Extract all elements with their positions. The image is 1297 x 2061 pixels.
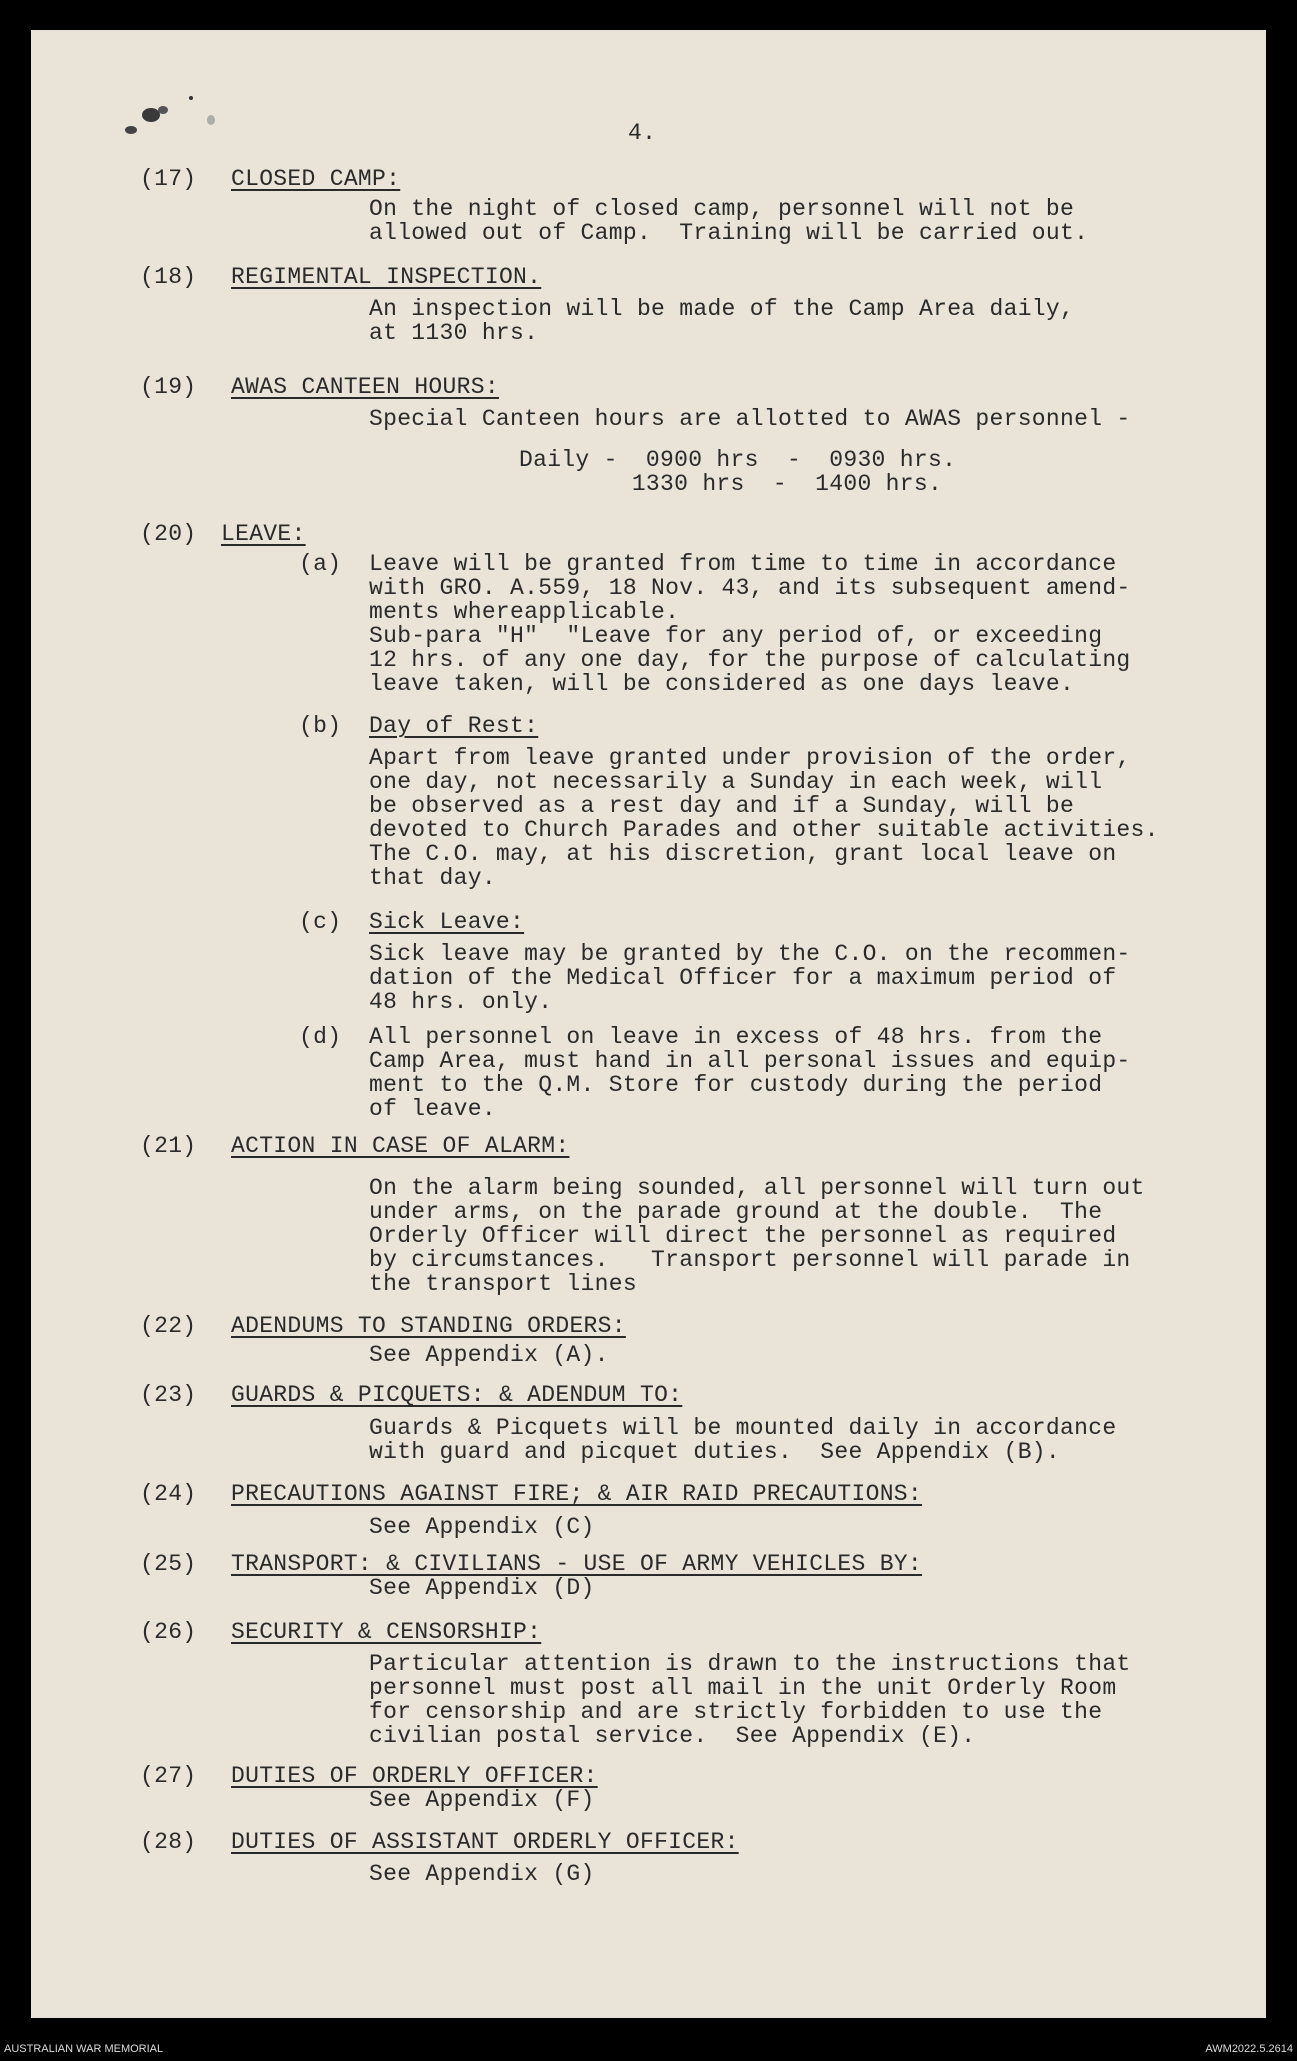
subsection-heading-day-of-rest: Day of Rest: — [369, 713, 539, 739]
body-line: the transport lines — [369, 1271, 637, 1297]
body-line: The C.O. may, at his discretion, grant local leave on — [369, 841, 1117, 867]
section-heading-awas-canteen-hours: AWAS CANTEEN HOURS: — [231, 374, 499, 400]
footer-archive-name: AUSTRALIAN WAR MEMORIAL — [4, 2043, 164, 2055]
body-line: allowed out of Camp. Training will be carried out. — [369, 220, 1089, 246]
subsection-label: (a) — [299, 551, 342, 577]
body-line: See Appendix (F) — [369, 1787, 595, 1813]
body-line: leave taken, will be considered as one days leave. — [369, 671, 1075, 697]
section-number: (23) — [140, 1382, 197, 1408]
body-line: with GRO. A.559, 18 Nov. 43, and its subsequent amend- — [369, 575, 1131, 601]
body-line: Camp Area, must hand in all personal issues and equip- — [369, 1048, 1131, 1074]
body-line: with guard and picquet duties. See Appendix (B). — [369, 1439, 1061, 1465]
document-page — [31, 30, 1266, 2018]
body-line: An inspection will be made of the Camp Area daily, — [369, 296, 1075, 322]
section-heading-regimental-inspection: REGIMENTAL INSPECTION. — [231, 264, 542, 290]
section-heading-transport-civilians: TRANSPORT: & CIVILIANS - USE OF ARMY VEHICLES BY: — [231, 1551, 923, 1577]
body-line: Leave will be granted from time to time in accordance — [369, 551, 1117, 577]
body-line: All personnel on leave in excess of 48 hrs. from the — [369, 1024, 1103, 1050]
canteen-time-line: 1330 hrs - 1400 hrs. — [519, 471, 943, 497]
footer-archive-id: AWM2022.5.2614 — [1205, 2043, 1293, 2055]
body-line: 12 hrs. of any one day, for the purpose of calculating — [369, 647, 1131, 673]
body-line: Apart from leave granted under provision of the order, — [369, 745, 1131, 771]
body-line: See Appendix (D) — [369, 1575, 595, 1601]
subsection-label: (d) — [299, 1024, 342, 1050]
body-line: ments whereapplicable. — [369, 599, 680, 625]
section-number: (22) — [140, 1313, 197, 1339]
section-number: (18) — [140, 264, 197, 290]
body-line: civilian postal service. See Appendix (E). — [369, 1723, 976, 1749]
section-heading-precautions: PRECAUTIONS AGAINST FIRE; & AIR RAID PRECAUTIONS: — [231, 1481, 923, 1507]
body-line: under arms, on the parade ground at the double. The — [369, 1199, 1103, 1225]
section-number: (25) — [140, 1551, 197, 1577]
section-number: (28) — [140, 1829, 197, 1855]
body-line: See Appendix (A). — [369, 1342, 609, 1368]
body-line: dation of the Medical Officer for a maximum period of — [369, 965, 1117, 991]
section-heading-guards-picquets: GUARDS & PICQUETS: & ADENDUM TO: — [231, 1382, 683, 1408]
ink-smudge-marks — [91, 70, 231, 150]
section-number: (26) — [140, 1619, 197, 1645]
body-line: Sub-para "H" "Leave for any period of, or exceeding — [369, 623, 1103, 649]
body-line: Sick leave may be granted by the C.O. on the recommen- — [369, 941, 1131, 967]
body-line: that day. — [369, 865, 496, 891]
body-line: Guards & Picquets will be mounted daily in accordance — [369, 1415, 1117, 1441]
page-number: 4. — [628, 120, 657, 146]
body-line: for censorship and are strictly forbidden to use the — [369, 1699, 1103, 1725]
section-number: (19) — [140, 374, 197, 400]
body-line: See Appendix (G) — [369, 1861, 595, 1887]
body-line: by circumstances. Transport personnel will parade in — [369, 1247, 1131, 1273]
subsection-label: (b) — [299, 713, 342, 739]
body-line: personnel must post all mail in the unit Orderly Room — [369, 1675, 1117, 1701]
section-heading-duties-orderly-officer: DUTIES OF ORDERLY OFFICER: — [231, 1763, 598, 1789]
section-number: (24) — [140, 1481, 197, 1507]
body-line: Orderly Officer will direct the personnel as required — [369, 1223, 1117, 1249]
section-heading-action-in-case-of-alarm: ACTION IN CASE OF ALARM: — [231, 1133, 570, 1159]
body-line: 48 hrs. only. — [369, 989, 553, 1015]
subsection-label: (c) — [299, 909, 342, 935]
body-line: ment to the Q.M. Store for custody during the period — [369, 1072, 1103, 1098]
canteen-time-line: Daily - 0900 hrs - 0930 hrs. — [519, 447, 957, 473]
body-line: of leave. — [369, 1096, 496, 1122]
body-line: Particular attention is drawn to the instructions that — [369, 1651, 1131, 1677]
body-line: Special Canteen hours are allotted to AWAS personnel - — [369, 406, 1131, 432]
section-heading-closed-camp: CLOSED CAMP: — [231, 166, 401, 192]
body-line: On the alarm being sounded, all personnel will turn out — [369, 1175, 1145, 1201]
section-number: (27) — [140, 1763, 197, 1789]
body-line: See Appendix (C) — [369, 1514, 595, 1540]
body-line: at 1130 hrs. — [369, 320, 539, 346]
section-heading-adendums: ADENDUMS TO STANDING ORDERS: — [231, 1313, 626, 1339]
section-heading-security-censorship: SECURITY & CENSORSHIP: — [231, 1619, 542, 1645]
subsection-heading-sick-leave: Sick Leave: — [369, 909, 525, 935]
section-number: (20) — [140, 521, 197, 547]
section-heading-duties-assistant-orderly-officer: DUTIES OF ASSISTANT ORDERLY OFFICER: — [231, 1829, 739, 1855]
section-number: (21) — [140, 1133, 197, 1159]
body-line: devoted to Church Parades and other suitable activities. — [369, 817, 1159, 843]
section-heading-leave: LEAVE: — [221, 521, 306, 547]
body-line: one day, not necessarily a Sunday in each week, will — [369, 769, 1103, 795]
body-line: On the night of closed camp, personnel will not be — [369, 196, 1075, 222]
body-line: be observed as a rest day and if a Sunday, will be — [369, 793, 1075, 819]
section-number: (17) — [140, 166, 197, 192]
